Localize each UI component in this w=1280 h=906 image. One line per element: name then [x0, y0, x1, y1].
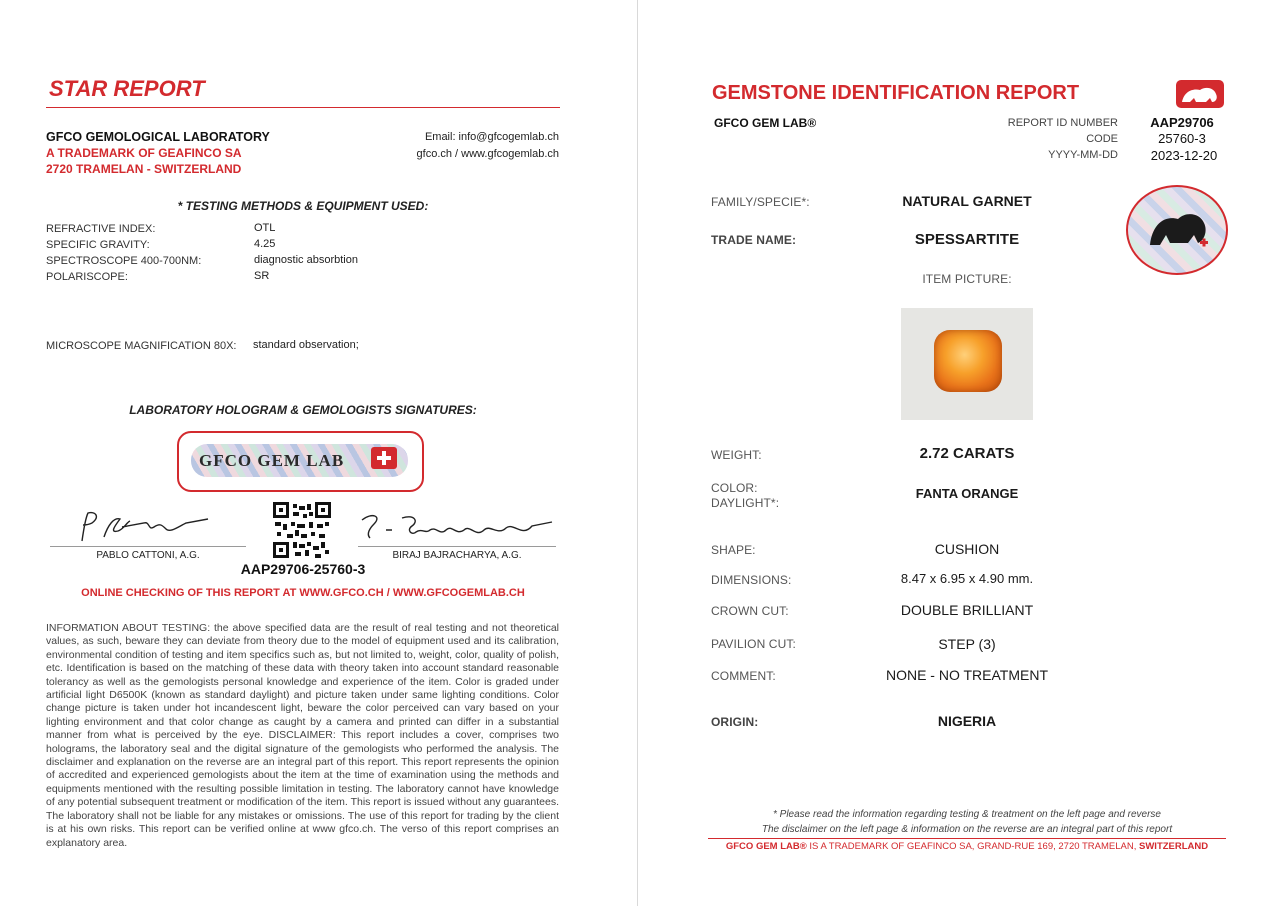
disclaimer-text: INFORMATION ABOUT TESTING: the above specified data are the result of real testing and not theoretical values, as such, beware they can deviate from theory due to the model of equipment used and its calibration, environmental condition of testing and item specifics such as, but not limited to, weight, color, quality of polish, etc. Identification is based on the matching of these data with theory taken into account standard reasonable tolerancy as well as the gemologists personal knowledge and experience of the item. Color is graded under artificial light D6500K (known as standard daylight) and picture taken under same lighting conditions. Color change picture is taken under hot incandescent light, beware the color perceived can vary based on your lighting environment and that color change as caught by a camera and printed can differ in a substantial manner from what is perceived by the eye. DISCLAIMER: This report includes a cover, comprises two holograms, the laboratory seal and the digital signature of the gemologists who performed the analysis. The disclaimer and explanation on the reverse are an integral part of this report. This report represents the opinion of accredited and experienced gemologists about the item at the time of examination using the methods and equipments mentioned with the resulting possible limitation in testing. The laboratory cannot have knowledge of any potential subsequent treatment or modification of the item. This report is issued without any guarantees. The laboratory shall not be liable for any mistakes or omissions. The use of this report for trading by the client is at his own risks. This report can be verified online at www gfco.ch. The verso of this report comprises an explanatory area.	[46, 622, 559, 849]
swiss-cross-icon	[371, 447, 397, 469]
report-title: GEMSTONE IDENTIFICATION REPORT	[712, 82, 1080, 104]
origin-label: ORIGIN:	[711, 715, 759, 729]
daylight-label: DAYLIGHT*:	[711, 496, 780, 510]
online-check-link[interactable]: ONLINE CHECKING OF THIS REPORT AT WWW.GFCO.CH / WWW.GFCOGEMLAB.CH	[81, 587, 525, 599]
weight-label: WEIGHT:	[711, 448, 762, 462]
color-label: COLOR:	[711, 481, 758, 495]
item-picture	[901, 308, 1033, 420]
method-label: SPECTROSCOPE 400-700NM:	[46, 255, 202, 267]
signer-1-name: PABLO CATTONI, A.G.	[96, 550, 200, 561]
microscope-value: standard observation;	[253, 339, 359, 351]
footer-divider	[708, 838, 1226, 839]
hologram-text: GFCO GEM LAB	[199, 451, 345, 470]
comment-label: COMMENT:	[711, 669, 776, 683]
method-value: OTL	[254, 222, 276, 234]
pavilion-cut-value: STEP (3)	[938, 636, 996, 652]
code-value: 25760-3	[1158, 131, 1206, 146]
methods-heading: * TESTING METHODS & EQUIPMENT USED:	[177, 199, 429, 213]
dimensions-label: DIMENSIONS:	[711, 573, 792, 587]
qr-code-icon	[273, 502, 331, 558]
dimensions-value: 8.47 x 6.95 x 4.90 mm.	[900, 571, 1034, 586]
lab-short-name: GFCO GEM LAB®	[714, 116, 817, 130]
crown-cut-label: CROWN CUT:	[711, 604, 789, 618]
footer-country: SWITZERLAND	[1139, 841, 1209, 852]
footnote-2: The disclaimer on the left page & information on the reverse are an integral part of this report	[761, 824, 1173, 835]
gfco-logo-icon	[1176, 80, 1224, 108]
method-value: SR	[254, 270, 270, 282]
lab-email: Email: info@gfcogemlab.ch	[424, 131, 559, 143]
lab-website: gfco.ch / www.gfcogemlab.ch	[416, 148, 559, 160]
footer-brand: GFCO GEM LAB®	[725, 841, 807, 852]
date-label: YYYY-MM-DD	[1048, 149, 1118, 161]
footer-middle: IS A TRADEMARK OF GEAFINCO SA, GRAND-RUE 169, 2720 TRAMELAN,	[806, 841, 1139, 852]
crown-cut-value: DOUBLE BRILLIANT	[900, 602, 1034, 618]
page-fold	[637, 0, 638, 906]
family-value: NATURAL GARNET	[902, 193, 1032, 209]
shape-value: CUSHION	[934, 541, 1000, 557]
lab-name: GFCO GEMOLOGICAL LABORATORY	[46, 130, 270, 144]
trade-name-value: SPESSARTITE	[914, 231, 1020, 248]
method-value: diagnostic absorbtion	[254, 254, 358, 266]
star-report-title: STAR REPORT	[49, 76, 205, 101]
footnote-1: * Please read the information regarding testing & treatment on the left page and reverse	[772, 809, 1161, 820]
signature-cattoni-icon	[74, 507, 214, 547]
footer-line	[708, 841, 1226, 852]
shape-label: SHAPE:	[711, 543, 756, 557]
color-value: FANTA ORANGE	[915, 486, 1019, 501]
signature-line-2	[358, 546, 556, 547]
family-label: FAMILY/SPECIE*:	[711, 195, 810, 209]
signatures-heading: LABORATORY HOLOGRAM & GEMOLOGISTS SIGNATURES:	[129, 403, 477, 417]
lab-hologram	[177, 431, 424, 492]
method-label: SPECIFIC GRAVITY:	[46, 239, 150, 251]
report-id-value: AAP29706	[1150, 115, 1214, 130]
comment-value: NONE - NO TREATMENT	[885, 667, 1049, 683]
item-picture-label: ITEM PICTURE:	[922, 272, 1012, 286]
report-code: AAP29706-25760-3	[240, 561, 366, 577]
weight-value: 2.72 CARATS	[919, 445, 1015, 462]
title-divider	[46, 107, 560, 108]
gemstone-image	[934, 330, 1002, 392]
microscope-label: MICROSCOPE MAGNIFICATION 80X:	[46, 340, 237, 352]
trade-name-label: TRADE NAME:	[711, 233, 797, 247]
date-value: 2023-12-20	[1150, 148, 1218, 163]
pavilion-cut-label: PAVILION CUT:	[711, 637, 796, 651]
signature-bajracharya-icon	[356, 508, 556, 550]
lab-address: 2720 TRAMELAN - SWITZERLAND	[46, 162, 242, 176]
lab-trademark: A TRADEMARK OF GEAFINCO SA	[46, 146, 242, 160]
method-label: REFRACTIVE INDEX:	[46, 223, 156, 235]
signature-line-1	[50, 546, 246, 547]
code-label: CODE	[1086, 133, 1118, 145]
method-value: 4.25	[254, 238, 276, 250]
lab-seal-icon	[1126, 185, 1228, 275]
origin-value: NIGERIA	[937, 713, 997, 729]
signer-2-name: BIRAJ BAJRACHARYA, A.G.	[392, 550, 522, 561]
report-id-label: REPORT ID NUMBER	[1007, 117, 1118, 129]
method-label: POLARISCOPE:	[46, 271, 128, 283]
